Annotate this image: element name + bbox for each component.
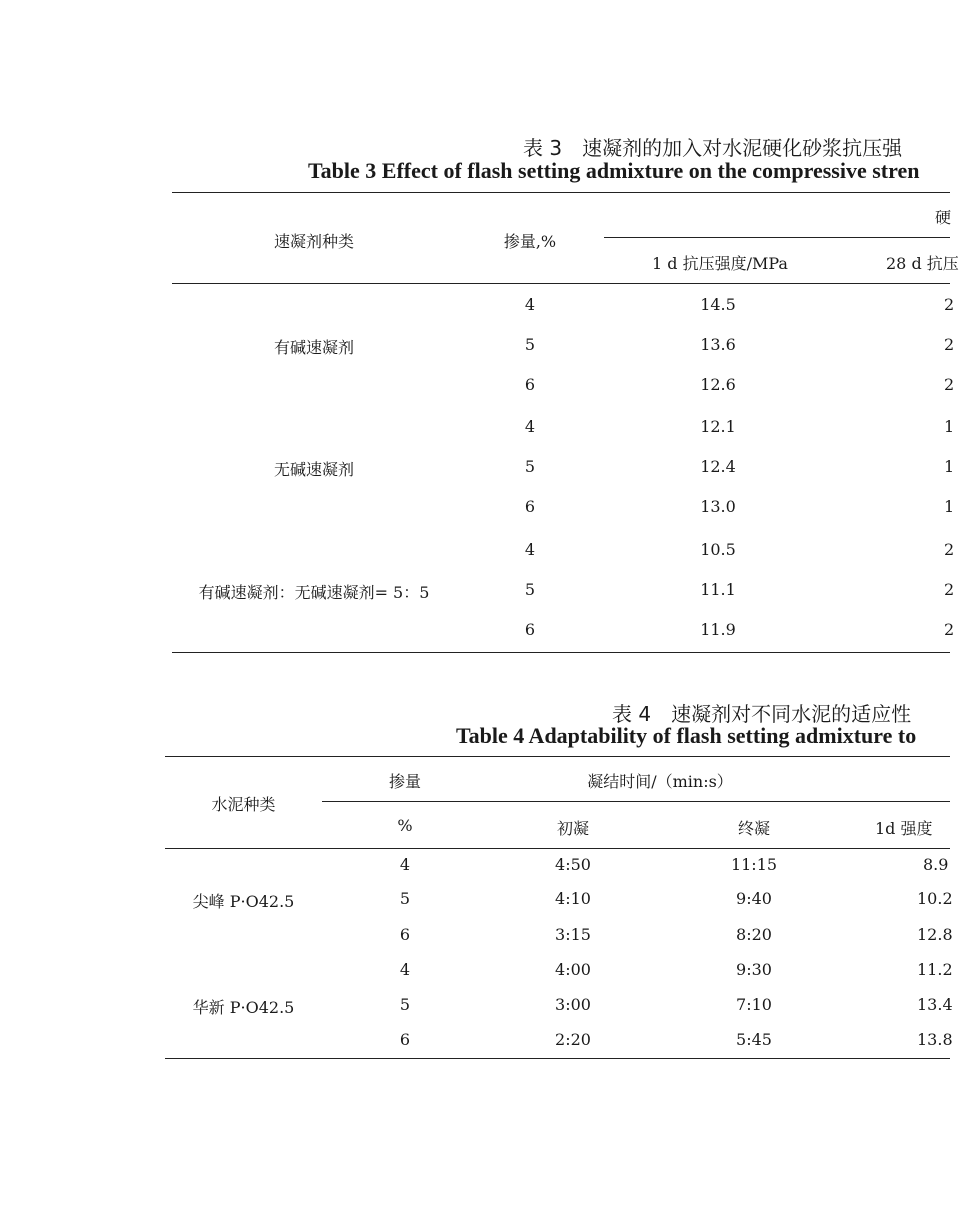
table-4-cell-initial: 4:50 xyxy=(555,855,591,874)
table-4-caption-cn: 表 4 速凝剂对不同水泥的适应性 xyxy=(612,702,912,726)
table-4-header-1d-strength: 1d 强度 xyxy=(875,819,933,838)
table-3-cell-dosage: 4 xyxy=(524,540,536,559)
table-3-cell-dosage: 4 xyxy=(524,295,536,314)
table-3-header-group-partial: 硬 xyxy=(935,208,952,227)
table-4-header-dosage-unit: % xyxy=(397,816,413,835)
table-3-header-dosage: 掺量,% xyxy=(503,232,557,251)
table-4-cell-final: 11:15 xyxy=(730,855,778,874)
table-3-cell-28d: 2 xyxy=(944,295,955,314)
table-4-cell-dosage: 6 xyxy=(399,1030,411,1049)
table-4-cell-dosage: 5 xyxy=(399,889,411,908)
table-4-cell-initial: 3:15 xyxy=(555,925,591,944)
table-3-cell-1d: 13.0 xyxy=(700,497,736,516)
table-4-header-setting-time: 凝结时间/（min:s） xyxy=(587,772,733,791)
table-3-cell-28d: 2 xyxy=(944,620,955,639)
table-3-cell-dosage: 5 xyxy=(524,335,536,354)
table-3-group-rule xyxy=(604,237,950,238)
table-4-group-label: 尖峰 P·O42.5 xyxy=(192,892,295,911)
table-4-cell-1d: 11.2 xyxy=(917,960,953,979)
table-3-cell-28d: 2 xyxy=(944,540,955,559)
table-4-cell-1d: 10.2 xyxy=(917,889,953,908)
table-4-cell-1d: 13.8 xyxy=(917,1030,953,1049)
table-4-cell-final: 7:10 xyxy=(736,995,772,1014)
table-3-cell-1d: 12.1 xyxy=(700,417,736,436)
table-4-cell-dosage: 4 xyxy=(399,855,411,874)
table-3-header-rule xyxy=(172,283,950,284)
table-4-header-dosage: 掺量 xyxy=(388,772,421,791)
table-3-cell-1d: 11.9 xyxy=(700,620,736,639)
table-3-group-label: 有碱速凝剂：无碱速凝剂= 5：5 xyxy=(198,583,430,602)
table-3-cell-28d: 1 xyxy=(944,457,955,476)
table-3-cell-dosage: 5 xyxy=(524,457,536,476)
table-3-group-label: 无碱速凝剂 xyxy=(273,460,354,479)
table-3-cell-1d: 11.1 xyxy=(700,580,736,599)
table-4-cell-dosage: 6 xyxy=(399,925,411,944)
table-3-cell-dosage: 6 xyxy=(524,620,536,639)
table-3-cell-1d: 14.5 xyxy=(700,295,736,314)
table-4-cell-dosage: 5 xyxy=(399,995,411,1014)
table-3-caption-en: Table 3 Effect of flash setting admixture on the compressive stren xyxy=(308,158,920,183)
table-3-bottom-rule xyxy=(172,652,950,653)
table-3-cell-28d: 2 xyxy=(944,335,955,354)
table-3-header-type: 速凝剂种类 xyxy=(273,232,354,251)
table-4-group-rule xyxy=(322,801,950,802)
table-4-cell-initial: 3:00 xyxy=(555,995,591,1014)
table-4-cell-1d: 13.4 xyxy=(917,995,953,1014)
table-3-cell-28d: 2 xyxy=(944,375,955,394)
table-4-cell-initial: 2:20 xyxy=(555,1030,591,1049)
table-4-header-initial: 初凝 xyxy=(556,819,589,838)
table-3-top-rule xyxy=(172,192,950,193)
table-3-cell-dosage: 5 xyxy=(524,580,536,599)
table-3-caption-cn: 表 3 速凝剂的加入对水泥硬化砂浆抗压强 xyxy=(523,136,903,160)
table-3-cell-1d: 10.5 xyxy=(700,540,736,559)
table-4-cell-initial: 4:10 xyxy=(555,889,591,908)
table-4-cell-final: 8:20 xyxy=(736,925,772,944)
table-4-bottom-rule xyxy=(165,1058,950,1059)
table-4-header-final: 终凝 xyxy=(737,819,770,838)
table-4-cell-dosage: 4 xyxy=(399,960,411,979)
table-3-cell-dosage: 6 xyxy=(524,375,536,394)
table-3-cell-1d: 12.6 xyxy=(700,375,736,394)
table-3-cell-dosage: 6 xyxy=(524,497,536,516)
table-4-cell-1d: 12.8 xyxy=(917,925,953,944)
table-4-cell-final: 5:45 xyxy=(736,1030,772,1049)
table-3-header-28d-strength: 28 d 抗压 xyxy=(886,254,959,273)
table-4-header-rule xyxy=(165,848,950,849)
table-4-cell-1d: 8.9 xyxy=(923,855,949,874)
table-3-cell-28d: 2 xyxy=(944,580,955,599)
table-3-group-label: 有碱速凝剂 xyxy=(273,338,354,357)
table-4-header-cement-type: 水泥种类 xyxy=(211,795,276,814)
table-4-group-label: 华新 P·O42.5 xyxy=(192,998,295,1017)
table-3-cell-1d: 12.4 xyxy=(700,457,736,476)
table-4-top-rule xyxy=(165,756,950,757)
table-3-cell-dosage: 4 xyxy=(524,417,536,436)
table-4-cell-initial: 4:00 xyxy=(555,960,591,979)
table-3-cell-28d: 1 xyxy=(944,497,955,516)
table-3-cell-28d: 1 xyxy=(944,417,955,436)
table-4-cell-final: 9:40 xyxy=(736,889,772,908)
table-3-header-1d-strength: 1 d 抗压强度/MPa xyxy=(652,254,788,273)
table-4-caption-en: Table 4 Adaptability of flash setting admixture to xyxy=(456,723,917,748)
table-3-cell-1d: 13.6 xyxy=(700,335,736,354)
table-4-cell-final: 9:30 xyxy=(736,960,772,979)
